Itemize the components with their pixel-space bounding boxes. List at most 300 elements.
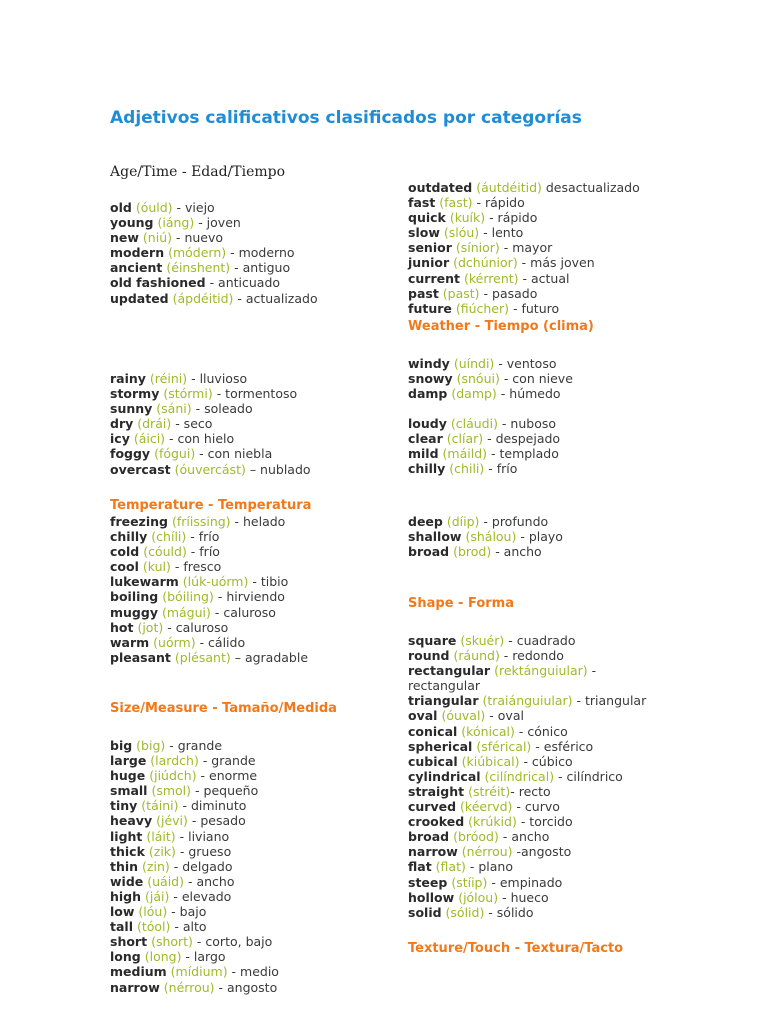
pronunciation: (uórm) — [153, 634, 196, 650]
vocab-entry — [110, 874, 279, 889]
english-word: dry — [110, 416, 134, 432]
pronunciation: (mágui) — [161, 604, 211, 620]
spanish-meaning: - pequeño — [191, 783, 259, 799]
vocab-entry — [110, 574, 308, 589]
pronunciation: (past) — [442, 285, 480, 301]
pronunciation: (short) — [151, 934, 193, 950]
vocab-entry — [408, 195, 640, 210]
texture-touch-heading: Texture/Touch - Textura/Tacto — [408, 941, 624, 956]
english-word: slow — [408, 225, 440, 241]
spanish-meaning: - cuadrado — [504, 633, 576, 648]
vocab-entry — [110, 215, 318, 230]
spanish-meaning: - grueso — [175, 843, 232, 859]
english-word: deep — [408, 514, 443, 529]
spanish-meaning: - tibio — [248, 574, 289, 590]
english-word: mild — [408, 446, 439, 462]
spanish-meaning: - frío — [186, 544, 220, 560]
vocab-entry — [408, 180, 640, 195]
pronunciation: (lardch) — [150, 753, 199, 769]
pronunciation: (módern) — [168, 245, 227, 261]
pronunciation: (sáni) — [156, 401, 192, 417]
english-word: chilly — [408, 461, 446, 477]
english-word: hollow — [408, 889, 455, 905]
pronunciation: (big) — [136, 738, 166, 753]
vocab-entry — [110, 768, 279, 783]
pronunciation: (long) — [144, 949, 182, 965]
english-word: round — [408, 648, 450, 664]
pronunciation: (nérrou) — [461, 844, 513, 860]
weather-list-right-b — [408, 416, 560, 476]
vocab-entry — [110, 514, 308, 529]
pronunciation: (sólid) — [445, 904, 485, 920]
spanish-meaning: - rectangular — [408, 663, 597, 694]
english-word: stormy — [110, 386, 160, 402]
pronunciation: (láit) — [146, 828, 176, 844]
spanish-meaning: - liviano — [175, 828, 230, 844]
pronunciation: (kul) — [142, 559, 171, 575]
english-word: flat — [408, 859, 432, 875]
shape-list — [408, 633, 658, 920]
size-measure-list — [110, 738, 279, 995]
pronunciation: (táini) — [141, 798, 179, 814]
english-word: small — [110, 783, 148, 799]
vocab-entry — [408, 255, 640, 270]
vocab-entry — [110, 783, 279, 798]
vocab-entry — [110, 904, 279, 919]
english-word: overcast — [110, 461, 171, 477]
spanish-meaning: - tormentoso — [212, 386, 298, 402]
english-word: loudy — [408, 416, 447, 431]
spanish-meaning: - cónico — [514, 723, 568, 739]
english-word: quick — [408, 210, 446, 226]
english-word: sunny — [110, 401, 153, 417]
pronunciation: (nérrou) — [163, 979, 215, 995]
spanish-meaning: - helado — [230, 514, 286, 529]
pronunciation: (flat) — [435, 859, 466, 875]
vocab-entry — [110, 813, 279, 828]
pronunciation: (uíndi) — [453, 356, 495, 371]
english-word: rectangular — [408, 663, 491, 679]
spanish-meaning: - torcido — [516, 814, 573, 830]
spanish-meaning: desactualizado — [541, 180, 640, 195]
pronunciation: (óuval) — [441, 708, 486, 724]
weather-heading: Weather - Tiempo (clima) — [408, 319, 594, 334]
english-word: future — [408, 300, 452, 316]
vocab-entry — [408, 529, 563, 544]
spanish-meaning: - diminuto — [178, 798, 247, 814]
pronunciation: (cóuld) — [143, 544, 187, 560]
vocab-entry — [110, 230, 318, 245]
pronunciation: (fast) — [439, 195, 473, 211]
english-word: heavy — [110, 813, 153, 829]
vocab-entry — [408, 708, 658, 723]
spanish-meaning: - plano — [465, 859, 513, 875]
spanish-meaning: - hirviendo — [213, 589, 285, 605]
pronunciation: (brod) — [453, 544, 492, 560]
spanish-meaning: - oval — [485, 708, 524, 724]
spanish-meaning: - frío — [484, 461, 518, 477]
pronunciation: (skuér) — [460, 633, 505, 648]
english-word: narrow — [110, 979, 160, 995]
english-word: chilly — [110, 529, 148, 545]
pronunciation: (smol) — [151, 783, 192, 799]
vocab-entry — [110, 559, 308, 574]
vocab-entry — [408, 271, 640, 286]
english-word: shallow — [408, 529, 462, 545]
pronunciation: (áutdéitid) — [476, 180, 542, 195]
spanish-meaning: - caluroso — [210, 604, 276, 620]
pronunciation: (díip) — [446, 514, 480, 529]
english-word: snowy — [408, 371, 453, 387]
vocab-entry — [110, 291, 318, 306]
english-word: pleasant — [110, 649, 171, 665]
vocab-entry — [408, 544, 563, 559]
spanish-meaning: - con hielo — [165, 431, 235, 447]
spanish-meaning: - largo — [181, 949, 226, 965]
english-word: short — [110, 934, 148, 950]
spanish-meaning: - antiguo — [230, 260, 291, 276]
english-word: thick — [110, 843, 145, 859]
pronunciation: (snóui) — [456, 371, 500, 387]
vocab-entry — [110, 738, 279, 753]
vocab-entry — [110, 529, 308, 544]
english-word: windy — [408, 356, 450, 371]
pronunciation: (drái) — [137, 416, 172, 432]
spanish-meaning: - moderno — [226, 245, 295, 261]
english-word: cool — [110, 559, 139, 575]
weather-list-right-a — [408, 356, 573, 401]
vocab-entry — [110, 844, 279, 859]
vocab-entry — [408, 769, 658, 784]
vocab-entry — [110, 446, 311, 461]
english-word: freezing — [110, 514, 168, 529]
english-word: updated — [110, 290, 169, 306]
pronunciation: (cláudi) — [450, 416, 498, 431]
english-word: old — [110, 200, 132, 215]
vocab-entry — [408, 875, 658, 890]
english-word: long — [110, 949, 141, 965]
pronunciation: (tóol) — [136, 919, 171, 935]
pronunciation: (mídium) — [170, 964, 228, 980]
english-word: large — [110, 753, 147, 769]
pronunciation: (fógui) — [154, 446, 196, 462]
spanish-meaning: - grande — [198, 753, 256, 769]
spanish-meaning: - ancho — [491, 544, 542, 560]
pronunciation: (plésant) — [174, 649, 231, 665]
english-word: icy — [110, 431, 130, 447]
english-word: crooked — [408, 814, 465, 830]
spanish-meaning: - ancho — [498, 829, 550, 845]
vocab-entry — [110, 462, 311, 477]
spanish-meaning: - enorme — [196, 768, 258, 784]
spanish-meaning: - nuevo — [172, 230, 224, 246]
english-word: broad — [408, 544, 450, 560]
english-word: broad — [408, 829, 450, 845]
english-word: straight — [408, 783, 465, 799]
pronunciation: (jái) — [145, 888, 170, 904]
spanish-meaning: - cálido — [195, 634, 246, 650]
vocab-entry — [110, 544, 308, 559]
vocab-entry — [408, 386, 573, 401]
vocab-entry — [110, 980, 279, 995]
spanish-meaning: - pesado — [187, 813, 246, 829]
pronunciation: (niú) — [142, 230, 172, 246]
vocab-entry — [110, 889, 279, 904]
english-word: square — [408, 633, 457, 648]
vocab-entry — [408, 210, 640, 225]
english-word: new — [110, 230, 139, 246]
vocab-entry — [408, 754, 658, 769]
pronunciation: (bóiling) — [162, 589, 214, 605]
vocab-entry — [408, 799, 658, 814]
pronunciation: (kuík) — [449, 210, 486, 226]
vocab-entry — [110, 416, 311, 431]
document-title: Adjetivos calificativos clasificados por categorías — [110, 108, 582, 128]
english-word: past — [408, 285, 439, 301]
spanish-meaning: - medio — [227, 964, 279, 980]
english-word: spherical — [408, 738, 473, 754]
vocab-entry — [408, 648, 658, 663]
temperature-list — [110, 514, 308, 665]
spanish-meaning: - más joven — [517, 255, 595, 271]
english-word: junior — [408, 255, 450, 271]
pronunciation: (damp) — [451, 386, 497, 402]
vocab-entry — [110, 635, 308, 650]
english-word: conical — [408, 723, 458, 739]
english-word: current — [408, 270, 460, 286]
spanish-meaning: - sólido — [484, 904, 534, 920]
english-word: warm — [110, 634, 150, 650]
vocab-entry — [408, 301, 640, 316]
pronunciation: (lúk-uórm) — [182, 574, 249, 590]
pronunciation: (stórmi) — [163, 386, 213, 402]
english-word: cylindrical — [408, 768, 481, 784]
english-word: young — [110, 215, 154, 231]
spanish-meaning: - hueco — [498, 889, 549, 905]
english-word: boiling — [110, 589, 159, 605]
vocab-entry — [110, 386, 311, 401]
vocab-entry — [110, 245, 318, 260]
pronunciation: (shálou) — [465, 529, 517, 545]
pronunciation: (sínior) — [455, 240, 500, 256]
pronunciation: (réini) — [149, 371, 188, 386]
pronunciation: (jot) — [137, 619, 164, 635]
vocab-entry — [110, 650, 308, 665]
vocab-entry — [110, 949, 279, 964]
english-word: medium — [110, 964, 167, 980]
spanish-meaning: - joven — [194, 215, 241, 231]
english-word: low — [110, 904, 135, 920]
vocab-entry — [408, 724, 658, 739]
pronunciation: (óuld) — [135, 200, 173, 215]
english-word: old fashioned — [110, 275, 206, 291]
english-word: thin — [110, 858, 139, 874]
spanish-meaning: – agradable — [230, 649, 309, 665]
pronunciation: (fiúcher) — [455, 300, 510, 316]
pronunciation: (jiúdch) — [149, 768, 197, 784]
temperature-heading: Temperature - Temperatura — [110, 498, 312, 513]
pronunciation: (traiánguiular) — [482, 693, 573, 709]
pronunciation: (jólou) — [458, 889, 499, 905]
english-word: outdated — [408, 180, 473, 195]
vocab-entry — [110, 829, 279, 844]
vocab-entry — [110, 934, 279, 949]
english-word: triangular — [408, 693, 479, 709]
pronunciation: (cilíndrical) — [484, 768, 555, 784]
pronunciation: (óuvercást) — [174, 461, 246, 477]
vocab-entry — [408, 663, 658, 693]
english-word: muggy — [110, 604, 158, 620]
spanish-meaning: - grande — [165, 738, 223, 753]
spanish-meaning: - húmedo — [496, 386, 561, 402]
pronunciation: (fríissing) — [171, 514, 231, 529]
english-word: steep — [408, 874, 448, 890]
spanish-meaning: - elevado — [169, 888, 232, 904]
spanish-meaning: - mayor — [499, 240, 553, 256]
spanish-meaning: - con nieve — [499, 371, 573, 387]
pronunciation: (áici) — [133, 431, 166, 447]
spanish-meaning: - futuro — [509, 300, 560, 316]
pronunciation: (éinshent) — [166, 260, 231, 276]
spanish-meaning: - pasado — [479, 285, 538, 301]
spanish-meaning: - despejado — [483, 431, 561, 447]
pronunciation: (lóu) — [138, 904, 168, 920]
vocab-entry — [408, 844, 658, 859]
vocab-entry — [110, 260, 318, 275]
pronunciation: (zik) — [148, 843, 176, 859]
english-word: cold — [110, 544, 140, 560]
pronunciation: (sférical) — [476, 738, 532, 754]
vocab-entry — [408, 225, 640, 240]
pronunciation: (dchúnior) — [453, 255, 518, 271]
english-word: tiny — [110, 798, 138, 814]
vocab-entry — [408, 514, 563, 529]
english-word: wide — [110, 873, 144, 889]
vocab-entry — [408, 431, 560, 446]
vocab-entry — [408, 416, 560, 431]
english-word: oval — [408, 708, 438, 724]
pronunciation: (slóu) — [443, 225, 480, 241]
vocab-entry — [110, 605, 308, 620]
spanish-meaning: - bajo — [167, 904, 207, 920]
vocab-entry — [408, 371, 573, 386]
vocab-entry — [408, 814, 658, 829]
spanish-meaning: - rápido — [472, 195, 525, 211]
spanish-meaning: - viejo — [172, 200, 215, 215]
spanish-meaning: - triangular — [572, 693, 647, 709]
age-time-list-continued — [408, 180, 640, 316]
spanish-meaning: - seco — [171, 416, 213, 432]
vocab-entry — [408, 859, 658, 874]
spanish-meaning: - ventoso — [494, 356, 557, 371]
pronunciation: (krúkid) — [468, 814, 517, 830]
shape-heading: Shape - Forma — [408, 596, 514, 611]
size-measure-heading: Size/Measure - Tamaño/Medida — [110, 701, 337, 716]
english-word: fast — [408, 195, 436, 211]
pronunciation: (kéervd) — [460, 799, 513, 815]
vocab-entry — [110, 753, 279, 768]
english-word: curved — [408, 799, 457, 815]
spanish-meaning: - esférico — [531, 738, 594, 754]
pronunciation: (ráund) — [453, 648, 500, 664]
vocab-entry — [408, 905, 658, 920]
vocab-entry — [408, 240, 640, 255]
age-time-list — [110, 200, 318, 306]
vocab-entry — [110, 919, 279, 934]
vocab-entry — [408, 286, 640, 301]
spanish-meaning: - cúbico — [519, 753, 573, 769]
pronunciation: (stíip) — [451, 874, 488, 890]
vocab-entry — [408, 633, 658, 648]
vocab-entry — [110, 964, 279, 979]
pronunciation: (kónical) — [461, 723, 515, 739]
english-word: big — [110, 738, 133, 753]
english-word: senior — [408, 240, 452, 256]
spanish-meaning: - redondo — [499, 648, 564, 664]
spanish-meaning: - angosto — [214, 979, 278, 995]
spanish-meaning: - profundo — [479, 514, 549, 529]
english-word: modern — [110, 245, 165, 261]
english-word: cubical — [408, 753, 458, 769]
spanish-meaning: - lluvioso — [187, 371, 248, 386]
vocab-entry — [408, 890, 658, 905]
pronunciation: (uáid) — [147, 873, 184, 889]
vocab-entry — [110, 798, 279, 813]
english-word: tall — [110, 919, 133, 935]
english-word: huge — [110, 768, 146, 784]
english-word: lukewarm — [110, 574, 179, 590]
english-word: rainy — [110, 371, 146, 386]
english-word: foggy — [110, 446, 151, 462]
age-time-heading: Age/Time - Edad/Tiempo — [110, 164, 286, 180]
spanish-meaning: - nuboso — [497, 416, 556, 431]
vocab-entry — [110, 401, 311, 416]
pronunciation: (kérrent) — [463, 270, 519, 286]
pronunciation: (zin) — [142, 858, 170, 874]
english-word: clear — [408, 431, 443, 447]
vocab-entry — [408, 446, 560, 461]
spanish-meaning: - ancho — [184, 873, 235, 889]
spanish-meaning: - actual — [518, 270, 570, 286]
vocab-entry — [110, 859, 279, 874]
pronunciation: (kiúbical) — [461, 753, 520, 769]
spanish-meaning: - fresco — [170, 559, 222, 575]
vocab-entry — [408, 739, 658, 754]
english-word: light — [110, 828, 143, 844]
pronunciation: (chíli) — [151, 529, 187, 545]
vocab-entry — [110, 371, 311, 386]
spanish-meaning: - anticuado — [205, 275, 281, 291]
english-word: high — [110, 888, 142, 904]
vocab-entry — [110, 620, 308, 635]
pronunciation: (chili) — [449, 461, 485, 477]
spanish-meaning: - cilíndrico — [554, 768, 623, 784]
english-word: ancient — [110, 260, 163, 276]
vocab-entry — [110, 589, 308, 604]
pronunciation: (máild) — [442, 446, 488, 462]
pronunciation: (ápdéitid) — [172, 290, 234, 306]
pronunciation: (jévi) — [156, 813, 188, 829]
spanish-meaning: - templado — [487, 446, 559, 462]
spanish-meaning: - actualizado — [233, 290, 318, 306]
vocab-entry — [408, 356, 573, 371]
vocab-entry — [110, 275, 318, 290]
pronunciation: (iáng) — [157, 215, 195, 231]
weather-list-left — [110, 371, 311, 477]
spanish-meaning: - delgado — [169, 858, 233, 874]
spanish-meaning: - soleado — [191, 401, 253, 417]
spanish-meaning: - lento — [479, 225, 524, 241]
